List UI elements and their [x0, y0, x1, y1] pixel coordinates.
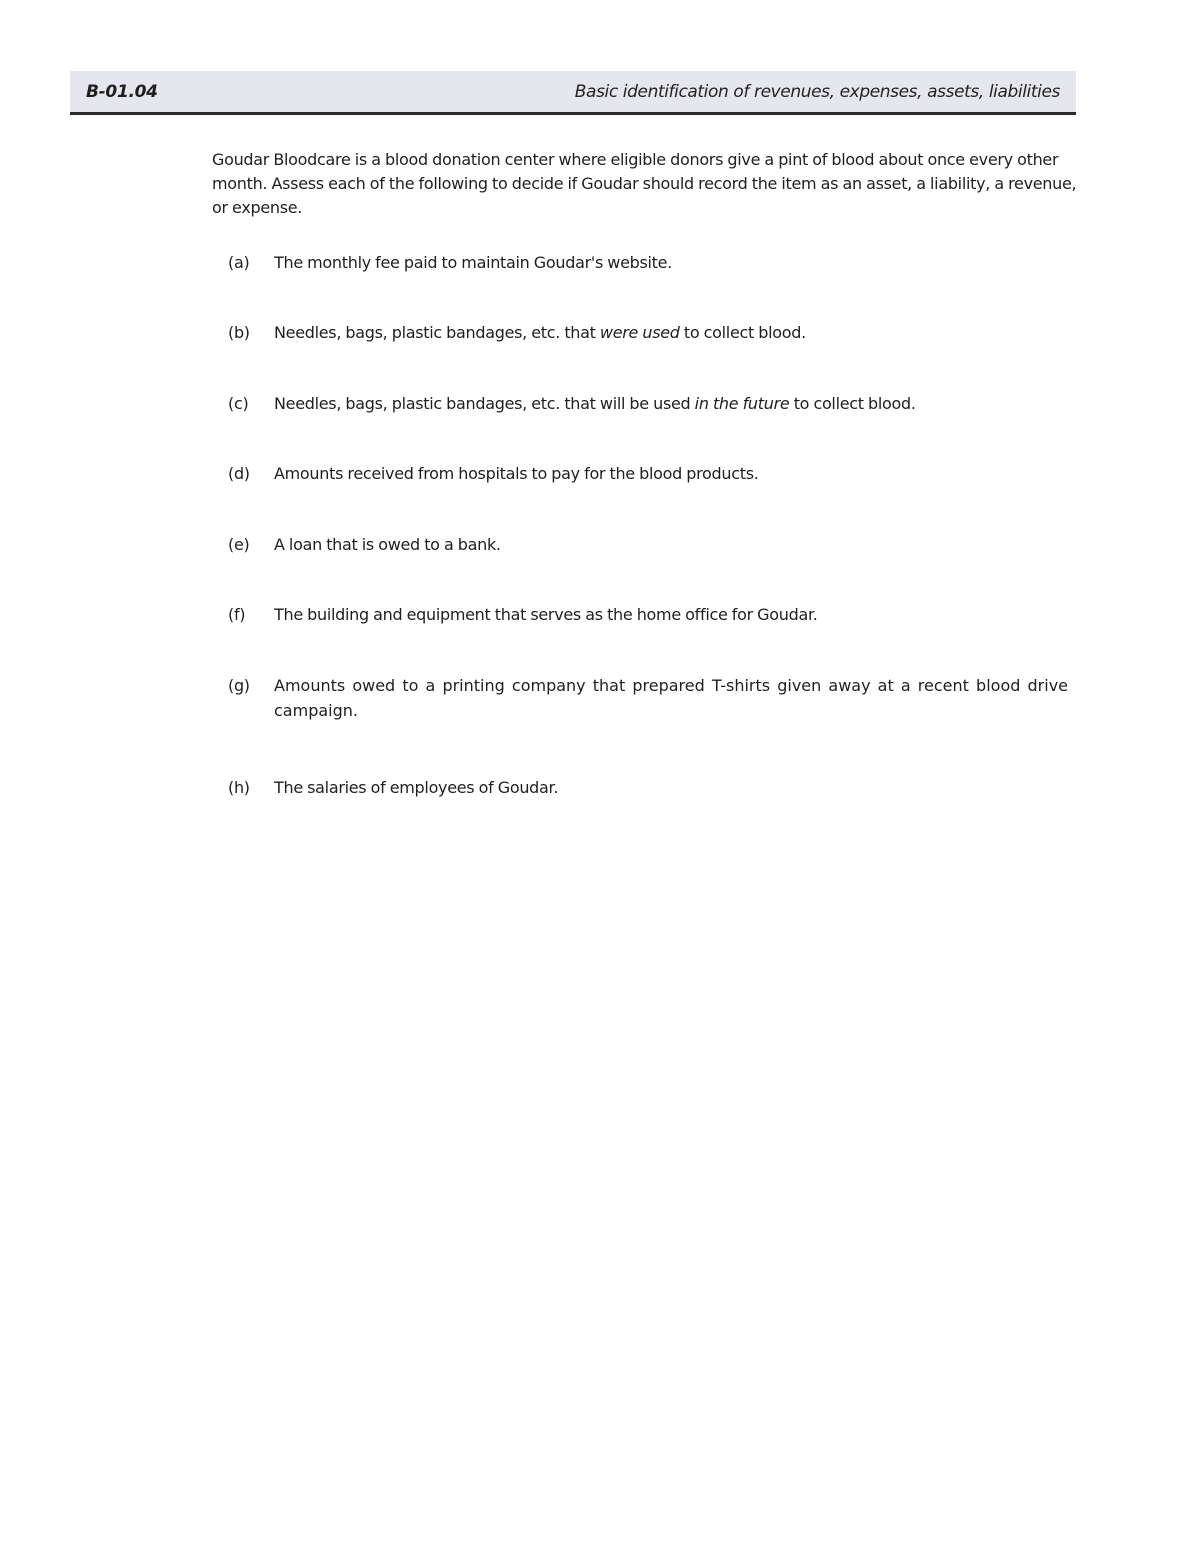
emphasis: were used [599, 323, 680, 342]
item-letter: (e) [228, 535, 250, 554]
item-text: The monthly fee paid to maintain Goudar's website. [274, 253, 672, 272]
page-header [70, 71, 1076, 115]
item-letter: (d) [228, 464, 250, 483]
item-text: Needles, bags, plastic bandages, etc. that were used to collect blood. [274, 323, 806, 342]
item-letter: (c) [228, 394, 249, 413]
problem-code: B-01.04 [86, 82, 158, 102]
problem-title: Basic identification of revenues, expenses, assets, liabilities [574, 82, 1060, 102]
item-text: Amounts received from hospitals to pay for the blood products. [274, 464, 759, 483]
item-letter: (a) [228, 253, 250, 272]
item-text: A loan that is owed to a bank. [274, 535, 501, 554]
item-letter: (b) [228, 323, 250, 342]
item-text: The salaries of employees of Goudar. [274, 778, 559, 797]
item-text: Needles, bags, plastic bandages, etc. that will be used in the future to collect blood. [274, 394, 916, 413]
item-letter: (f) [228, 605, 246, 624]
intro-paragraph: Goudar Bloodcare is a blood donation center where eligible donors give a pint of blood about once every other month. Assess each of the following to decide if Goudar should record the item as an asset, a liability, a revenue, or expense. [212, 150, 1077, 217]
item-text: Amounts owed to a printing company that prepared T-shirts given away at a recent blood drive campaign. [274, 676, 1068, 720]
emphasis: in the future [694, 394, 790, 413]
item-letter: (g) [228, 676, 250, 695]
item-letter: (h) [228, 778, 250, 797]
item-text: The building and equipment that serves as the home office for Goudar. [274, 605, 818, 624]
